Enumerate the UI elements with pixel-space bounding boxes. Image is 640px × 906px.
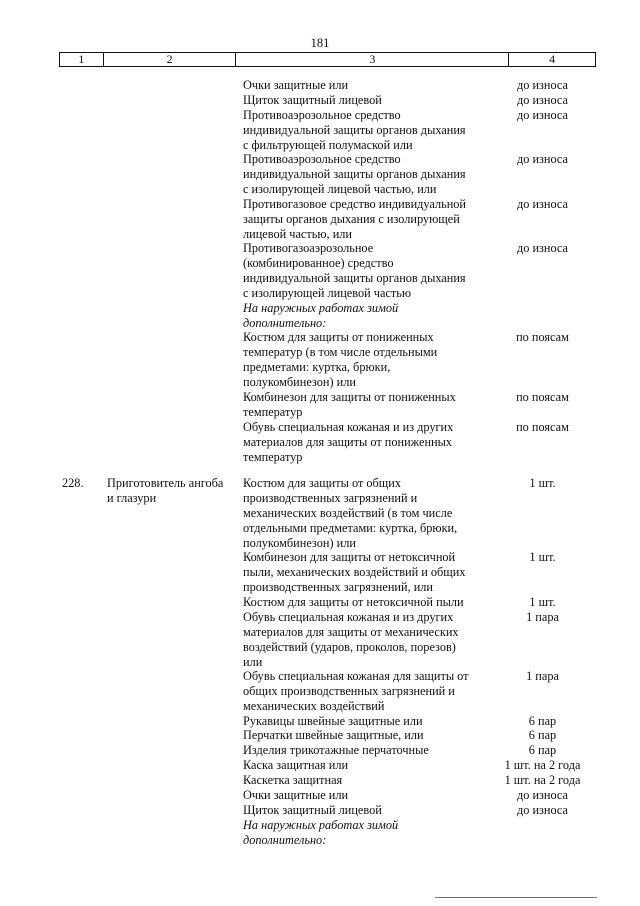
header-col-2: 2: [104, 53, 237, 66]
item-quantity: 1 пара: [526, 609, 559, 624]
item-text: Изделия трикотажные перчаточные: [243, 743, 429, 758]
item-quantity: 6 пар: [528, 713, 557, 728]
item-text: Обувь специальная кожаная и из других материалов для защиты от механических воздействий (ударов, проколов, порезов) или: [243, 609, 459, 669]
profession-name: Приготовитель ангоба и глазури: [107, 476, 224, 505]
subsection-note: На наружных работах зимой дополнительно:: [243, 300, 399, 330]
item-text: Перчатки швейные защитные, или: [243, 728, 424, 743]
item-quantity: по поясам: [516, 330, 569, 345]
row-number: 228.: [62, 476, 84, 490]
item-text: Обувь специальная кожаная для защиты от общих производственных загрязнений и механических воздействий: [243, 669, 469, 714]
item-text: Противогазовое средство индивидуальной защиты органов дыхания с изолирующей лицевой частью, или: [243, 196, 467, 241]
item-quantity: по поясам: [516, 419, 569, 434]
page-number: 181: [310, 36, 330, 50]
item-text: Противоаэрозольное средство индивидуальной защиты органов дыхания с фильтрующей полумаской или: [243, 107, 466, 152]
item-quantity: до износа: [516, 241, 569, 256]
table-header-row: [59, 52, 596, 67]
item-text: Щиток защитный лицевой: [243, 92, 382, 107]
item-text: Костюм для защиты от нетоксичной пыли: [243, 594, 464, 609]
item-quantity: 1 шт.: [529, 476, 556, 490]
item-quantity: до износа: [516, 196, 569, 211]
header-col-4: 4: [549, 52, 556, 66]
item-text: Обувь специальная кожаная и из других материалов для защиты от пониженных температур: [243, 419, 454, 464]
item-text: Противоаэрозольное средство индивидуальной защиты органов дыхания с изолирующей лицевой частью, или: [243, 152, 466, 197]
item-quantity: до износа: [516, 802, 569, 817]
item-quantity: 1 шт.: [529, 594, 556, 609]
item-text: Костюм для защиты от пониженных температур (в том числе отдельными предметами: куртка, брюки, полукомбинезон) или: [243, 330, 438, 390]
subsection-note: На наружных работах зимой дополнительно:: [243, 817, 399, 847]
item-text: Щиток защитный лицевой: [243, 802, 382, 817]
item-quantity: 6 пар: [528, 728, 557, 743]
header-col-1: 1: [60, 53, 104, 66]
item-quantity: до износа: [516, 787, 569, 802]
item-text: Каска защитная или: [243, 758, 349, 773]
item-text: Рукавицы швейные защитные или: [243, 713, 423, 728]
item-text: Каскетка защитная: [243, 773, 343, 787]
item-quantity: 1 шт.: [529, 550, 556, 565]
item-text: Комбинезон для защиты от нетоксичной пыли, механических воздействий и общих производственных загрязнений, или: [243, 550, 466, 595]
item-text: Противогазоаэрозольное (комбинированное) средство индивидуальной защиты органов дыхания с изолирующей лицевой частью: [243, 241, 466, 301]
item-quantity: 1 шт. на 2 года: [504, 758, 581, 773]
item-quantity: по поясам: [516, 389, 569, 404]
header-col-3: 3: [236, 53, 509, 66]
item-quantity: 1 шт. на 2 года: [504, 773, 581, 787]
item-quantity: 6 пар: [528, 743, 557, 758]
item-text: Комбинезон для защиты от пониженных температур: [243, 389, 456, 419]
item-quantity: 1 пара: [526, 669, 559, 684]
item-text: Очки защитные или: [243, 787, 349, 802]
item-quantity: до износа: [516, 92, 569, 107]
item-text: Костюм для защиты от общих производственных загрязнений и механических воздействий (в том числе отдельными предметами: куртка, брюки, полукомбинезон) или: [243, 476, 458, 550]
item-quantity: до износа: [516, 152, 569, 167]
item-quantity: до износа: [516, 107, 569, 122]
item-text: Очки защитные или: [243, 78, 349, 92]
item-quantity: до износа: [516, 78, 569, 92]
